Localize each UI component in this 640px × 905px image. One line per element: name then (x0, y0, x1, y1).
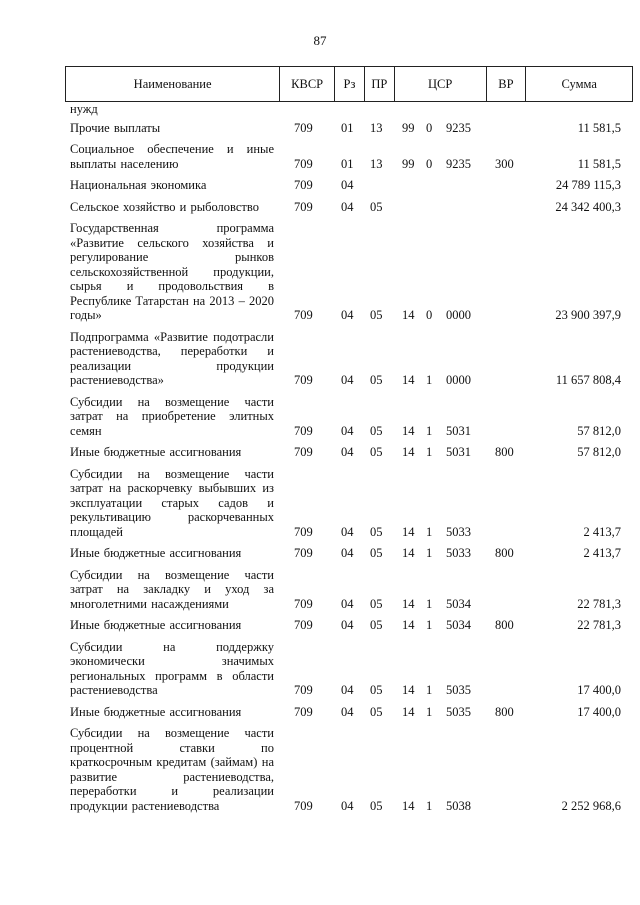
cell-pr: 05 (370, 373, 383, 387)
cell-sum: 11 581,5 (577, 120, 621, 135)
table-row (65, 640, 633, 698)
cell-sum: 24 342 400,3 (555, 199, 621, 214)
cell-sum: 22 781,3 (577, 618, 621, 632)
cell-name: Субсидии на возмещение части затрат на приобретение элитных семян (70, 394, 274, 438)
cell-sum: 2 413,7 (583, 546, 621, 560)
cell-csr1: 14 (402, 423, 415, 438)
table-row (65, 726, 633, 813)
cell-kvsr: 709 (294, 199, 313, 214)
cell-csr2: 1 (426, 704, 433, 719)
cell-sum: 57 812,0 (577, 445, 621, 459)
cell-csr3: 5038 (446, 798, 471, 813)
cell-csr2: 1 (426, 798, 433, 813)
cell-csr3: 0000 (446, 308, 471, 322)
cell-kvsr: 709 (294, 524, 313, 539)
cell-csr1: 14 (402, 683, 415, 697)
cell-sum: 2 413,7 (583, 524, 621, 539)
cell-vr: 800 (495, 546, 514, 560)
cell-pr: 05 (370, 199, 383, 214)
cell-csr2: 1 (426, 524, 433, 539)
budget-table (65, 102, 633, 820)
cell-csr3: 5034 (446, 618, 471, 632)
cell-vr: 800 (495, 704, 514, 719)
cell-kvsr: 709 (294, 596, 313, 611)
cell-vr: 800 (495, 445, 514, 459)
cell-pr: 05 (370, 798, 383, 813)
table-row (65, 546, 633, 561)
continuation-row (65, 102, 633, 117)
cell-name: Прочие выплаты (70, 120, 161, 135)
cell-name: Сельское хозяйство и рыболовство (70, 199, 259, 214)
cell-csr1: 14 (402, 308, 415, 322)
table-row (65, 221, 633, 323)
cell-csr1: 14 (402, 618, 415, 632)
cell-csr2: 1 (426, 618, 433, 632)
cell-kvsr: 709 (294, 546, 313, 560)
cell-sum: 17 400,0 (577, 704, 621, 719)
cell-kvsr: 709 (294, 445, 313, 459)
cell-pr: 13 (370, 156, 383, 171)
cell-csr1: 14 (402, 798, 415, 813)
cell-rz: 04 (341, 618, 354, 632)
cell-csr2: 1 (426, 683, 433, 697)
cell-csr1: 14 (402, 373, 415, 387)
cell-kvsr: 709 (294, 156, 313, 171)
cell-rz: 04 (341, 546, 354, 560)
cell-kvsr: 709 (294, 423, 313, 438)
cell-kvsr: 709 (294, 373, 313, 387)
cell-csr2: 0 (426, 308, 433, 322)
cell-sum: 2 252 968,6 (561, 798, 621, 813)
cell-csr1: 14 (402, 596, 415, 611)
cell-rz: 04 (341, 373, 354, 387)
table-row (65, 445, 633, 460)
cell-name: Иные бюджетные ассигнования (70, 618, 242, 632)
table-row (65, 330, 633, 388)
cell-kvsr: 709 (294, 683, 313, 697)
cell-rz: 01 (341, 156, 354, 171)
cell-rz: 04 (341, 445, 354, 459)
cell-name: Подпрограмма «Развитие подотрасли растениеводства, переработки и реализации продукции растениеводства» (70, 329, 274, 387)
table-row (65, 395, 633, 439)
cell-name: Иные бюджетные ассигнования (70, 546, 242, 560)
cell-csr3: 5031 (446, 423, 471, 438)
cell-csr3: 9235 (446, 120, 471, 135)
cell-name: Субсидии на возмещение части процентной ставки по краткосрочным кредитам (займам) на развитие растениеводства, переработки и реализации продукции растениеводства (70, 726, 274, 813)
cell-kvsr: 709 (294, 308, 313, 322)
cell-pr: 05 (370, 704, 383, 719)
cell-name: Иные бюджетные ассигнования (70, 704, 242, 719)
cell-csr2: 1 (426, 596, 433, 611)
cell-csr2: 1 (426, 423, 433, 438)
cell-csr2: 1 (426, 546, 433, 560)
cell-sum: 22 781,3 (577, 596, 621, 611)
cell-kvsr: 709 (294, 178, 313, 192)
header-csr: ЦСР (395, 67, 487, 101)
cell-csr3: 5031 (446, 445, 471, 459)
cell-rz: 01 (341, 120, 354, 135)
cell-name: Субсидии на поддержку экономически значимых региональных программ в области растениеводства (70, 639, 274, 697)
cell-pr: 13 (370, 120, 383, 135)
cell-rz: 04 (341, 524, 354, 539)
cell-csr3: 5035 (446, 683, 471, 697)
header-pr: ПР (365, 67, 395, 101)
table-row (65, 200, 633, 215)
header-rz: Рз (335, 67, 365, 101)
table-row (65, 618, 633, 633)
table-body (65, 121, 633, 814)
cell-rz: 04 (341, 596, 354, 611)
table-row (65, 568, 633, 612)
cell-csr1: 99 (402, 120, 415, 135)
cell-csr3: 5034 (446, 596, 471, 611)
cell-csr3: 9235 (446, 156, 471, 171)
header-vr: ВР (487, 67, 527, 101)
cell-pr: 05 (370, 618, 383, 632)
cell-name: Социальное обеспечение и иные выплаты населению (70, 142, 274, 171)
cell-name: Иные бюджетные ассигнования (70, 445, 242, 459)
cell-vr: 800 (495, 618, 514, 632)
cell-csr3: 5033 (446, 524, 471, 539)
cell-pr: 05 (370, 546, 383, 560)
cell-csr2: 0 (426, 120, 433, 135)
cell-pr: 05 (370, 423, 383, 438)
page-number: 87 (313, 33, 327, 48)
table-header (65, 66, 633, 102)
table-row (65, 467, 633, 540)
cell-rz: 04 (341, 178, 354, 192)
cell-sum: 24 789 115,3 (555, 178, 621, 192)
cell-csr2: 1 (426, 373, 433, 387)
cell-rz: 04 (341, 704, 354, 719)
cell-sum: 57 812,0 (577, 423, 621, 438)
cell-csr3: 0000 (446, 373, 471, 387)
cell-name: Государственная программа «Развитие сельского хозяйства и регулирование рынков сельскохозяйственной продукции, сырья и продовольствия в Республике Татарстан на 2013 – 2020 годы» (70, 221, 274, 322)
continuation-text: нужд (70, 102, 98, 116)
cell-rz: 04 (341, 423, 354, 438)
header-name: Наименование (66, 67, 280, 101)
header-kvsr: КВСР (280, 67, 335, 101)
cell-csr3: 5033 (446, 546, 471, 560)
cell-kvsr: 709 (294, 618, 313, 632)
cell-pr: 05 (370, 596, 383, 611)
cell-sum: 11 657 808,4 (555, 373, 621, 387)
table-row (65, 121, 633, 136)
cell-csr1: 99 (402, 156, 415, 171)
cell-name: Национальная экономика (70, 178, 207, 192)
cell-csr1: 14 (402, 546, 415, 560)
cell-csr1: 14 (402, 704, 415, 719)
cell-csr2: 0 (426, 156, 433, 171)
table-row (65, 705, 633, 720)
cell-kvsr: 709 (294, 120, 313, 135)
cell-csr2: 1 (426, 445, 433, 459)
table-row (65, 142, 633, 171)
cell-vr: 300 (495, 156, 514, 171)
header-sum: Сумма (561, 76, 597, 91)
cell-csr1: 14 (402, 445, 415, 459)
cell-pr: 05 (370, 683, 383, 697)
cell-csr3: 5035 (446, 704, 471, 719)
cell-rz: 04 (341, 308, 354, 322)
table-row (65, 178, 633, 193)
cell-name: Субсидии на возмещение части затрат на раскорчевку выбывших из эксплуатации старых садов и рекультивацию раскорчеванных площадей (70, 466, 274, 539)
cell-sum: 23 900 397,9 (555, 308, 621, 322)
cell-csr1: 14 (402, 524, 415, 539)
cell-rz: 04 (341, 798, 354, 813)
cell-kvsr: 709 (294, 798, 313, 813)
cell-sum: 17 400,0 (577, 683, 621, 697)
cell-name: Субсидии на возмещение части затрат на закладку и уход за многолетними насаждениями (70, 567, 274, 611)
cell-pr: 05 (370, 445, 383, 459)
cell-rz: 04 (341, 199, 354, 214)
cell-pr: 05 (370, 524, 383, 539)
cell-kvsr: 709 (294, 704, 313, 719)
cell-rz: 04 (341, 683, 354, 697)
cell-sum: 11 581,5 (577, 156, 621, 171)
cell-pr: 05 (370, 308, 383, 322)
